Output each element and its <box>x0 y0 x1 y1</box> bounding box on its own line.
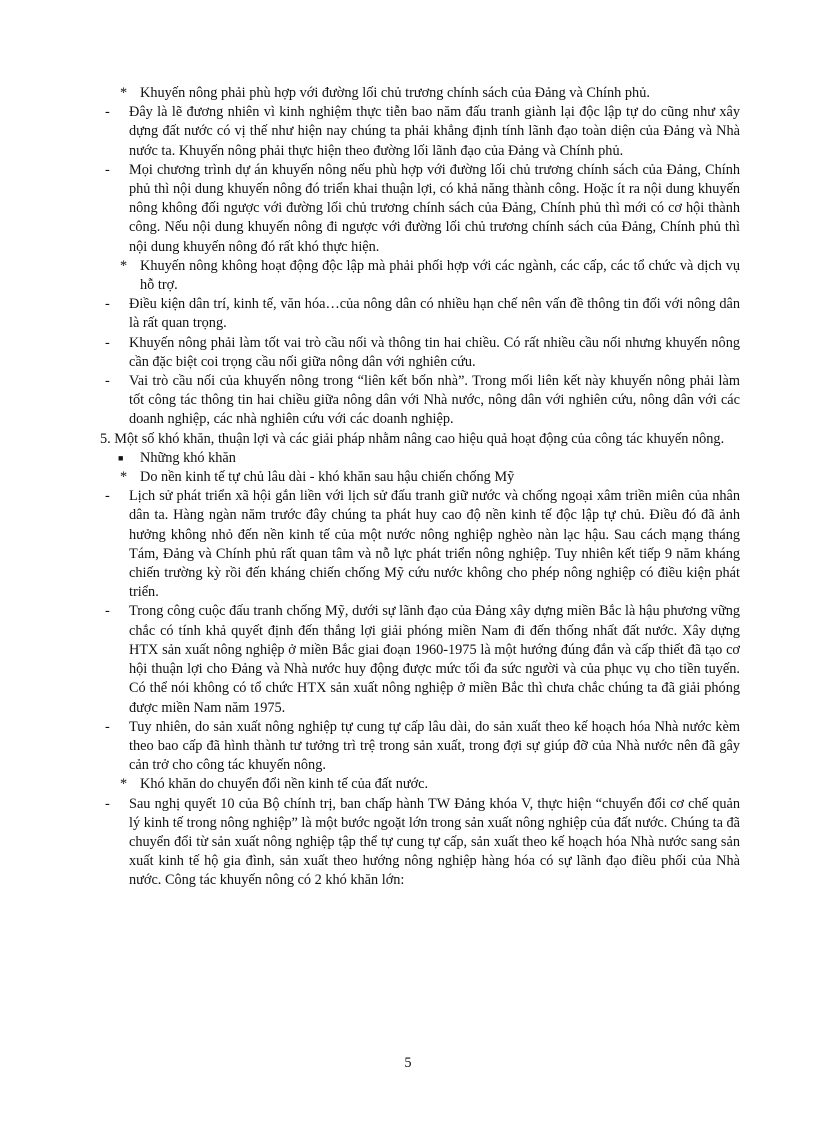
document-body <box>100 84 740 891</box>
paragraph-dash: - Tuy nhiên, do sản xuất nông nghiệp tự cung tự cấp lâu dài, do sản xuất theo kế hoạch hóa Nhà nước kèm theo bao cấp đã hình thành tư tưởng trì trệ trong sản xuất, trong đợi sự giúp đỡ của Nhà nước nên đã gây cản trở cho công tác khuyến nông. <box>100 718 740 776</box>
paragraph-dash: - Mọi chương trình dự án khuyến nông nếu phù hợp với đường lối chủ trương chính sách của Đảng, Chính phủ thì nội dung khuyến nông đó triển khai thuận lợi, có khả năng thành công. Hoặc ít ra nội dung khuyến nông không đối ngược với đường lối chủ trương chính sách của Đảng, Chính phủ thì mới có cơ hội thành công. Nếu nội dung khuyến nông đi ngược với đường lối chủ trương chính sách của Đảng, Chính phủ thì nội dung khuyến nông đó rất khó thực hiện. <box>100 161 740 257</box>
page-number: 5 <box>404 1055 412 1071</box>
paragraph-dash: - Vai trò cầu nối của khuyến nông trong “liên kết bốn nhà”. Trong mối liên kết này khuyến nông phải làm tốt công tác thông tin hai chiều giữa nông dân với Nhà nước, nông dân với nghiên cứu, nông dân với các doanh nghiệp, các nhà nghiên cứu với các doanh nghiệp. <box>100 372 740 430</box>
paragraph-dash: - Khuyến nông phải làm tốt vai trò cầu nối và thông tin hai chiều. Có rất nhiều cầu nối nhưng khuyến nông cần đặc biệt coi trọng cầu nối giữa nông dân với nghiên cứu. <box>100 334 740 372</box>
paragraph-dash: - Lịch sử phát triển xã hội gắn liền với lịch sử đấu tranh giữ nước và chống ngoại xâm triền miên của nhân dân ta. Hàng ngàn năm trước đây chúng ta phát huy cao độ nền kinh tế độc lập tự chủ. Điều đó đã ảnh hưởng không nhỏ đến nền kinh tế của một nước nông nghiệp nghèo nàn lạc hậu. Sau cách mạng tháng Tám, Đảng và Chính phủ rất quan tâm và nỗ lực phát triển nông nghiệp. Tuy nhiên kết tiếp 9 năm kháng chiến trường kỳ rồi đến kháng chiến chống Mỹ cứu nước không cho phép nông nghiệp có điều kiện phát triển. <box>100 487 740 602</box>
paragraph-square-bullet: ■ Những khó khăn <box>100 449 740 468</box>
paragraph-star: * Khó khăn do chuyển đổi nền kinh tế của đất nước. <box>100 775 740 794</box>
paragraph-dash: - Trong công cuộc đấu tranh chống Mỹ, dưới sự lãnh đạo của Đảng xây dựng miền Bắc là hậu phương vững chắc có tính khả quyết định đến thắng lợi giải phóng miền Nam đi đến thống nhất đất nước. Xây dựng HTX sản xuất nông nghiệp ở miền Bắc giai đoạn 1960-1975 là một hướng đúng đắn và cấp thiết đã tạo cơ hội thuận lợi cho Đảng và Nhà nước huy động được mức tối đa sức người và của phục vụ cho tiền tuyến. Có thể nói không có tổ chức HTX sản xuất nông nghiệp ở miền Bắc thì chưa chắc chúng ta đã giải phóng được miền Nam năm 1975. <box>100 602 740 717</box>
paragraph-dash: - Điều kiện dân trí, kinh tế, văn hóa…của nông dân có nhiều hạn chế nên vấn đề thông tin đối với nông dân là rất quan trọng. <box>100 295 740 333</box>
paragraph-dash: - Sau nghị quyết 10 của Bộ chính trị, ban chấp hành TW Đảng khóa V, thực hiện “chuyển đổi cơ chế quản lý kinh tế trong nông nghiệp” là một bước ngoặt lớn trong sản xuất nông nghiệp của đất nước. Chúng ta đã chuyển đổi từ sản xuất nông nghiệp tập thể tự cung tự cấp, sản xuất theo kế hoạch hóa Nhà nước sang sản xuất kinh tế hộ gia đình, sản xuất theo hướng nông nghiệp hàng hóa có sự lãnh đạo điều phối của Nhà nước. Công tác khuyến nông có 2 khó khăn lớn: <box>100 795 740 891</box>
paragraph-star: * Khuyến nông phải phù hợp với đường lối chủ trương chính sách của Đảng và Chính phủ. <box>100 84 740 103</box>
section-heading: 5. Một số khó khăn, thuận lợi và các giải pháp nhằm nâng cao hiệu quả hoạt động của công tác khuyến nông. <box>100 430 725 447</box>
paragraph-star: * Khuyến nông không hoạt động độc lập mà phải phối hợp với các ngành, các cấp, các tổ chức và dịch vụ hỗ trợ. <box>100 257 740 295</box>
paragraph-star: * Do nền kinh tế tự chủ lâu dài - khó khăn sau hậu chiến chống Mỹ <box>100 468 740 487</box>
paragraph-dash: - Đây là lẽ đương nhiên vì kinh nghiệm thực tiễn bao năm đấu tranh giành lại độc lập tự do cũng như xây dựng đất nước có vị thế như hiện nay chúng ta phải khẳng định tính lãnh đạo toàn diện của Đảng và Nhà nước ta. Khuyến nông phải thực hiện theo đường lối lãnh đạo của Đảng và Chính phủ. <box>100 103 740 161</box>
